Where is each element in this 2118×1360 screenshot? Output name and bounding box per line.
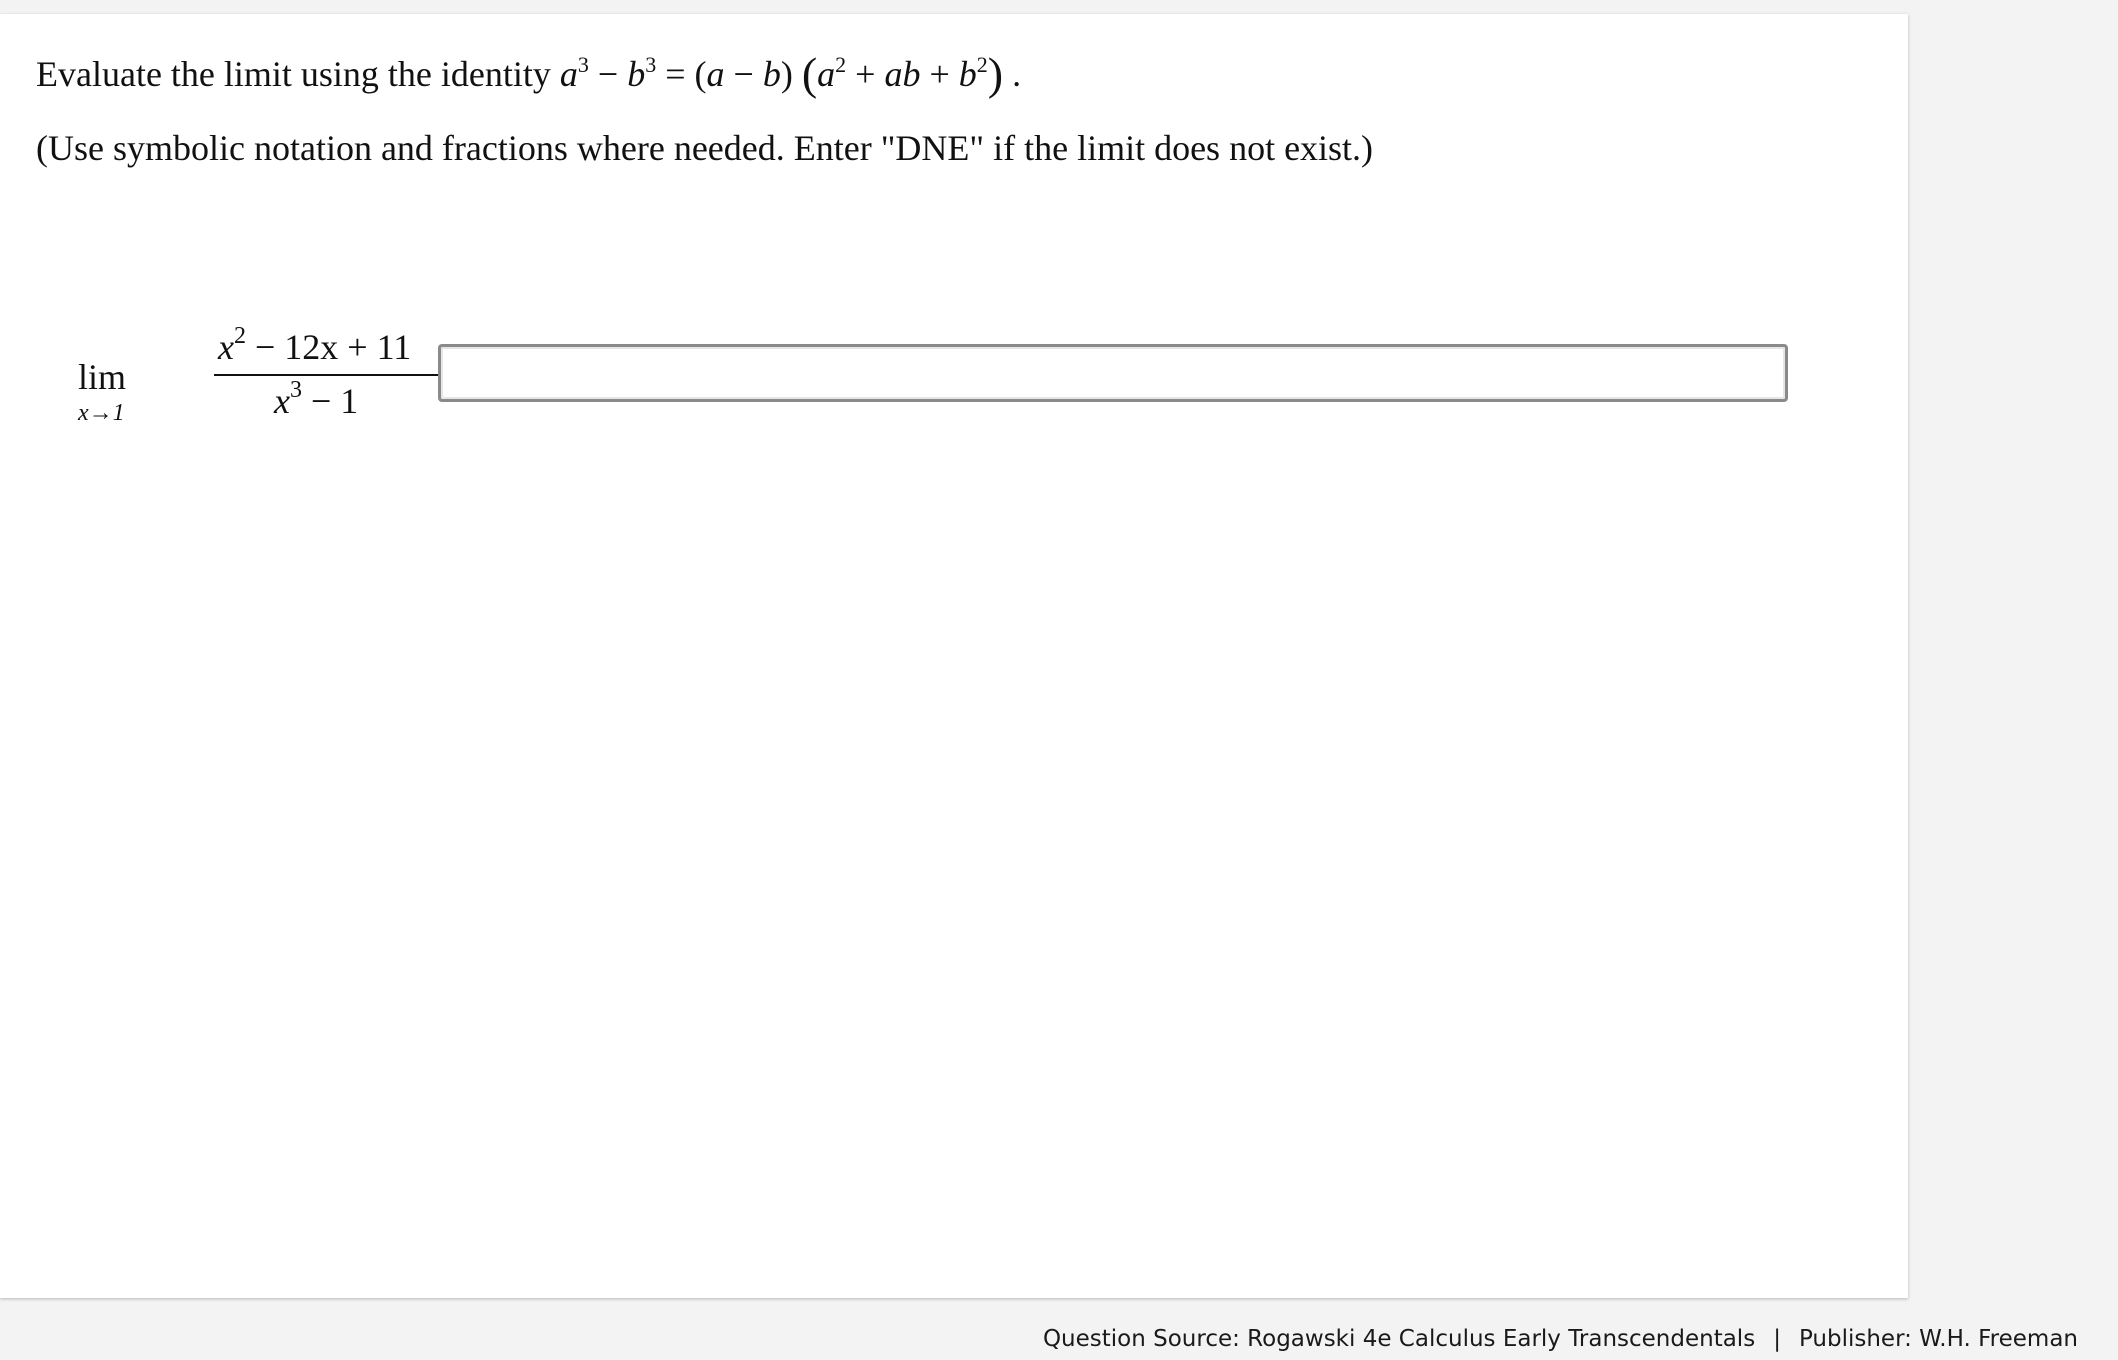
question-panel <box>0 14 1908 1298</box>
instruction-text: (Use symbolic notation and fractions where needed. Enter "DNE" if the limit does not exist.) <box>36 128 1374 168</box>
footer <box>1043 1326 2078 1352</box>
question-source: Question Source: Rogawski 4e Calculus Early Transcendentals <box>1042 1326 1756 1352</box>
fraction-denominator: $x^3 - 1$ <box>274 377 359 421</box>
fraction-numerator: $x^2 - 12x + 11$ <box>218 323 412 367</box>
publisher: Publisher: W.H. Freeman <box>1798 1326 2078 1352</box>
question-prompt <box>36 48 1021 100</box>
lim-label: lim <box>78 357 127 397</box>
limit-expression <box>78 323 418 426</box>
prompt-text: Evaluate the limit using the identity <box>36 54 551 94</box>
fraction-bar <box>214 374 438 376</box>
lim-subscript: x→1 <box>78 400 125 426</box>
identity-formula: $a^3 - b^3 = (a - b) (a^2$ + ab + $b^2$) . <box>559 48 1022 99</box>
answer-input[interactable] <box>438 344 1788 402</box>
footer-separator: | <box>1773 1326 1781 1352</box>
